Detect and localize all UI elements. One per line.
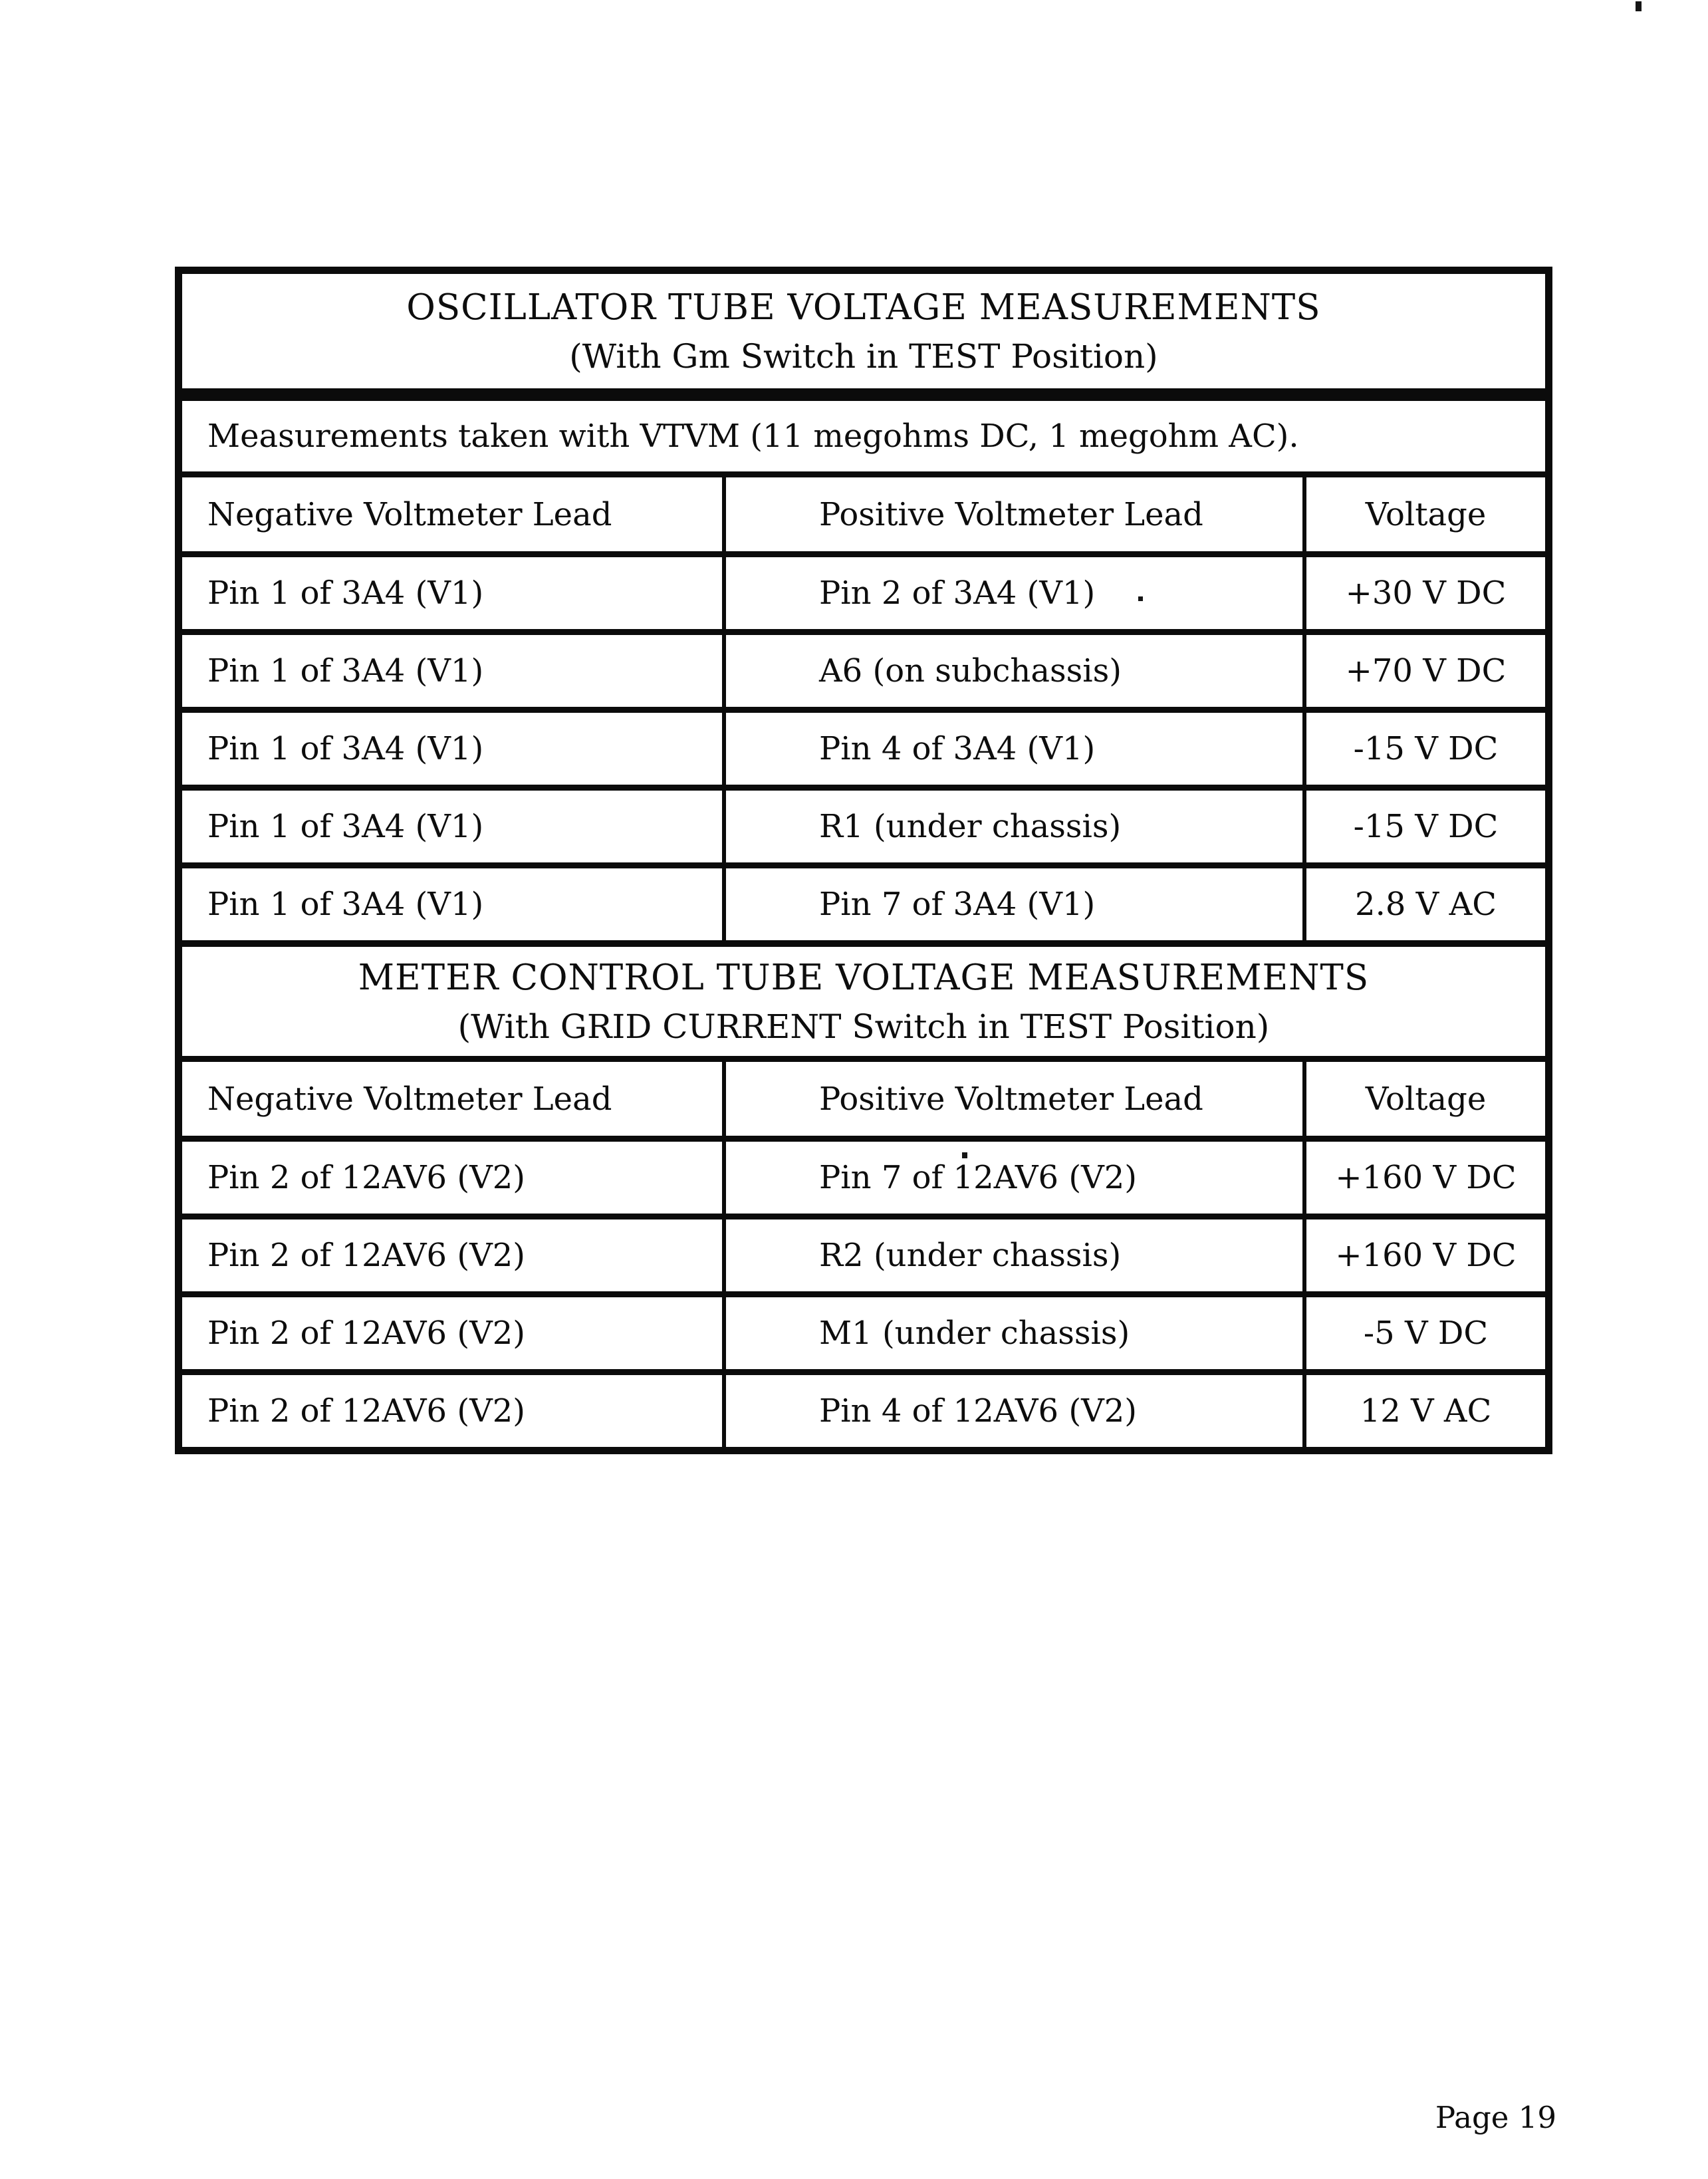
positive-lead-cell: Pin 7 of 12AV6 (V2) xyxy=(722,1142,1302,1214)
table-header-row-1 xyxy=(182,471,1545,551)
header-negative-lead: Negative Voltmeter Lead xyxy=(207,1080,612,1118)
meter-control-section-title: METER CONTROL TUBE VOLTAGE MEASUREMENTS xyxy=(358,957,1370,998)
header-voltage: Voltage xyxy=(1302,477,1545,551)
meter-control-section-title-block xyxy=(182,940,1545,1056)
negative-lead-cell: Pin 1 of 3A4 (V1) xyxy=(207,652,484,690)
voltage-cell: -15 V DC xyxy=(1302,791,1545,862)
header-voltage: Voltage xyxy=(1302,1062,1545,1136)
table-header-row-2 xyxy=(182,1056,1545,1136)
negative-lead-cell: Pin 1 of 3A4 (V1) xyxy=(207,808,484,845)
table-row xyxy=(182,862,1545,940)
positive-lead-cell: R2 (under chassis) xyxy=(722,1219,1302,1291)
positive-lead-cell: Pin 4 of 3A4 (V1) xyxy=(722,713,1302,785)
negative-lead-cell: Pin 2 of 12AV6 (V2) xyxy=(207,1159,526,1196)
scan-speck xyxy=(1636,1,1642,11)
voltage-measurements-table xyxy=(175,267,1552,1454)
table-row xyxy=(182,785,1545,862)
page-number: Page 19 xyxy=(1435,2100,1556,2135)
table-row xyxy=(182,551,1545,629)
vtvm-note-row xyxy=(182,401,1545,471)
table-row xyxy=(182,1214,1545,1291)
positive-lead-cell: Pin 2 of 3A4 (V1) xyxy=(722,557,1302,629)
header-positive-lead: Positive Voltmeter Lead xyxy=(722,1062,1302,1136)
table-row xyxy=(182,1369,1545,1447)
positive-lead-cell: Pin 7 of 3A4 (V1) xyxy=(722,868,1302,940)
positive-lead-cell: M1 (under chassis) xyxy=(722,1297,1302,1369)
positive-lead-cell: R1 (under chassis) xyxy=(722,791,1302,862)
double-rule-divider xyxy=(182,388,1545,401)
meter-control-section-subtitle: (With GRID CURRENT Switch in TEST Position) xyxy=(457,1007,1270,1046)
voltage-cell: 12 V AC xyxy=(1302,1375,1545,1447)
negative-lead-cell: Pin 1 of 3A4 (V1) xyxy=(207,886,484,923)
oscillator-section-title: OSCILLATOR TUBE VOLTAGE MEASUREMENTS xyxy=(406,287,1321,328)
oscillator-section-title-block xyxy=(182,274,1545,388)
scan-speck xyxy=(962,1152,967,1158)
negative-lead-cell: Pin 1 of 3A4 (V1) xyxy=(207,730,484,767)
voltage-cell: +160 V DC xyxy=(1302,1219,1545,1291)
negative-lead-cell: Pin 2 of 12AV6 (V2) xyxy=(207,1315,526,1352)
negative-lead-cell: Pin 2 of 12AV6 (V2) xyxy=(207,1392,526,1430)
voltage-cell: +70 V DC xyxy=(1302,635,1545,707)
negative-lead-cell: Pin 1 of 3A4 (V1) xyxy=(207,575,484,612)
header-positive-lead: Positive Voltmeter Lead xyxy=(722,477,1302,551)
voltage-cell: -5 V DC xyxy=(1302,1297,1545,1369)
voltage-cell: +160 V DC xyxy=(1302,1142,1545,1214)
voltage-cell: -15 V DC xyxy=(1302,713,1545,785)
negative-lead-cell: Pin 2 of 12AV6 (V2) xyxy=(207,1237,526,1274)
table-row xyxy=(182,707,1545,785)
oscillator-section-subtitle: (With Gm Switch in TEST Position) xyxy=(569,336,1158,376)
positive-lead-cell: Pin 4 of 12AV6 (V2) xyxy=(722,1375,1302,1447)
header-negative-lead: Negative Voltmeter Lead xyxy=(207,495,612,533)
table-row xyxy=(182,629,1545,707)
table-row xyxy=(182,1291,1545,1369)
voltage-cell: +30 V DC xyxy=(1302,557,1545,629)
vtvm-note-text: Measurements taken with VTVM (11 megohms DC, 1 megohm AC). xyxy=(207,418,1299,455)
scan-speck xyxy=(1138,596,1143,601)
table-row xyxy=(182,1136,1545,1214)
positive-lead-cell: A6 (on subchassis) xyxy=(722,635,1302,707)
voltage-cell: 2.8 V AC xyxy=(1302,868,1545,940)
